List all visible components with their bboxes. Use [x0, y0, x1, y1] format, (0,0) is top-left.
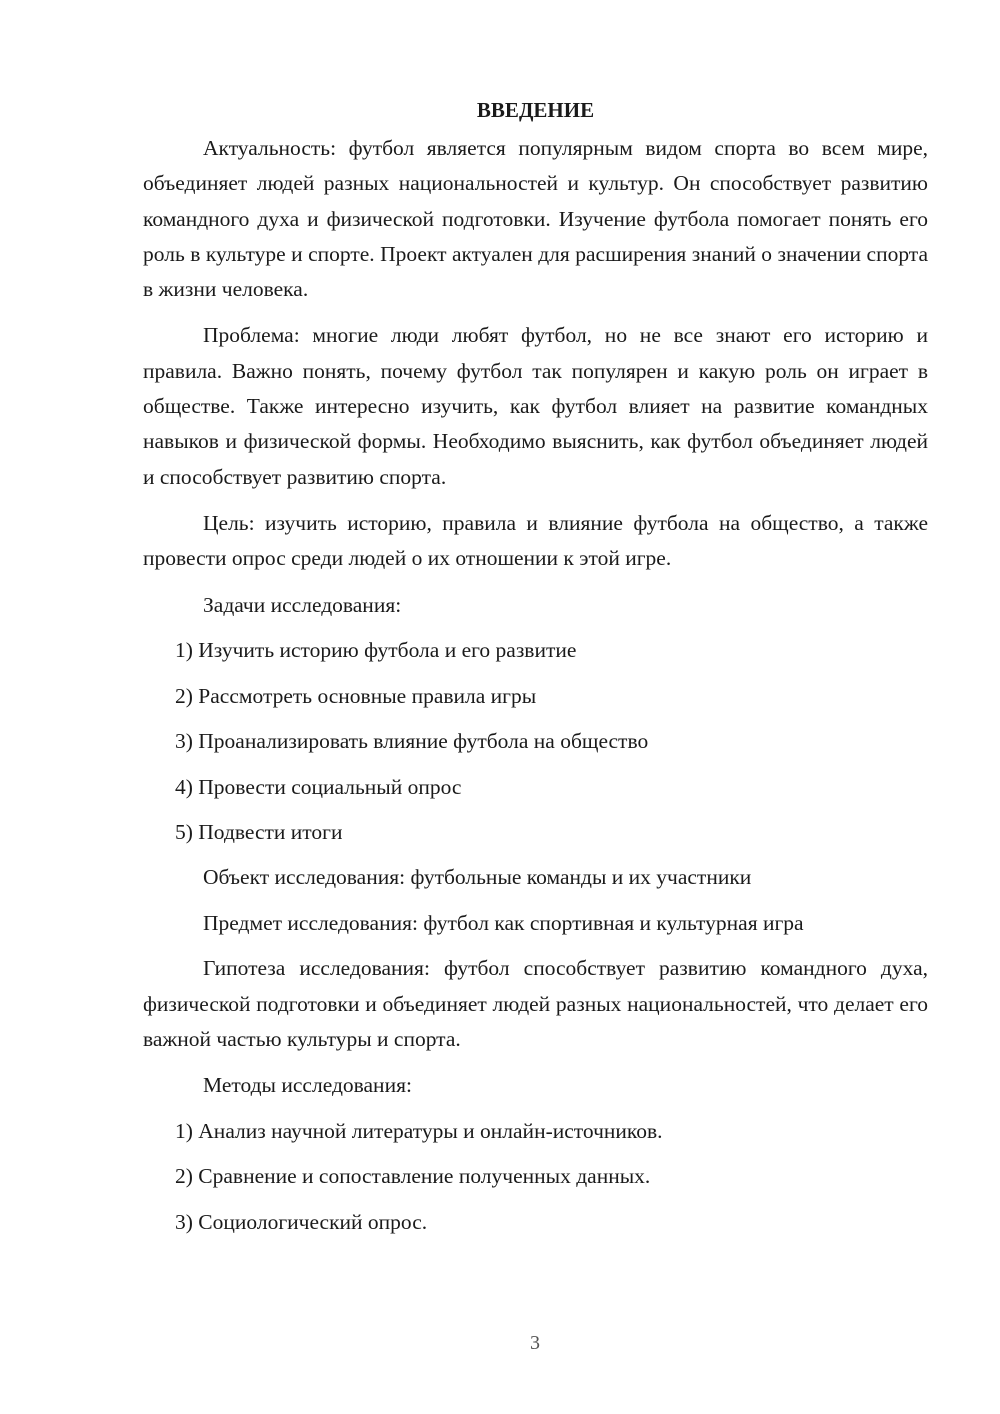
document-page	[143, 93, 928, 1250]
research-subject: Предмет исследования: футбол как спортивная и культурная игра	[203, 910, 804, 935]
problem-paragraph: Проблема: многие люди любят футбол, но не все знают его историю и правила. Важно понять, почему футбол так популярен и какую роль он играет в обществе. Также интересно изучить, как футбол влияет на развитие командных навыков и физической формы. Необходимо выяснить, как футбол объединяет людей и способствует развитию спорта.	[143, 323, 928, 489]
task-item: 5) Подвести итоги	[175, 819, 343, 844]
task-item: 1) Изучить историю футбола и его развитие	[175, 638, 577, 663]
page-number: 3	[530, 1332, 540, 1354]
task-item: 3) Проанализировать влияние футбола на общество	[175, 729, 649, 754]
relevance-paragraph: Актуальность: футбол является популярным видом спорта во всем мире, объединяет людей разных национальностей и культур. Он способствует развитию командного духа и физической подготовки. Изучение футбола помогает понять его роль в культуре и спорте. Проект актуален для расширения знаний о значении спорта в жизни человека.	[143, 136, 928, 302]
method-item: 3) Социологический опрос.	[175, 1209, 428, 1234]
task-item: 4) Провести социальный опрос	[175, 774, 462, 799]
section-title: ВВЕДЕНИЕ	[476, 98, 595, 122]
tasks-heading: Задачи исследования:	[203, 592, 402, 617]
hypothesis-paragraph: Гипотеза исследования: футбол способствует развитию командного духа, физической подготовки и объединяет людей разных национальностей, что делает его важной частью культуры и спорта.	[143, 956, 928, 1052]
method-item: 2) Сравнение и сопоставление полученных данных.	[175, 1164, 651, 1189]
research-object: Объект исследования: футбольные команды и их участники	[203, 865, 752, 890]
goal-paragraph: Цель: изучить историю, правила и влияние футбола на общество, а также провести опрос среди людей о их отношении к этой игре.	[143, 510, 928, 571]
method-item: 1) Анализ научной литературы и онлайн-источников.	[175, 1118, 663, 1143]
task-item: 2) Рассмотреть основные правила игры	[175, 683, 537, 708]
methods-heading: Методы исследования:	[203, 1073, 412, 1098]
